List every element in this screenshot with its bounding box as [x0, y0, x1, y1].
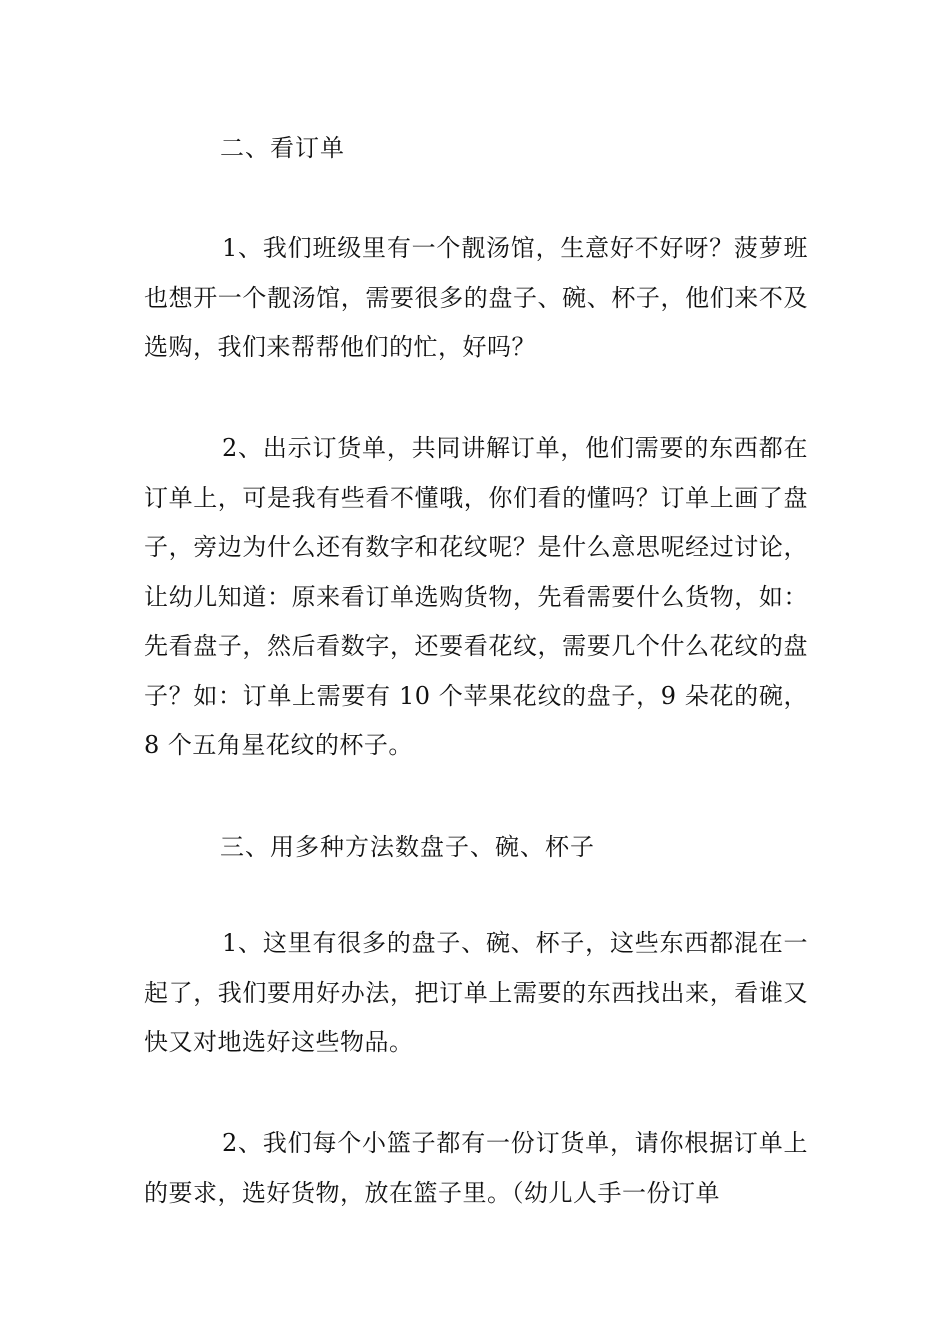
paragraph-soup-shop-intro: 1、我们班级里有一个靓汤馆，生意好不好呀？菠萝班也想开一个靓汤馆，需要很多的盘子、碗、杯子，他们来不及选购，我们来帮帮他们的忙，好吗？	[144, 234, 808, 361]
paragraph-basket-order: 2、我们每个小篮子都有一份订货单，请你根据订单上的要求，选好货物，放在篮子里。（幼儿人手一份订单	[144, 1129, 808, 1207]
paragraph-order-explanation: 2、出示订货单，共同讲解订单，他们需要的东西都在订单上，可是我有些看不懂哦，你们看的懂吗？订单上画了盘子，旁边为什么还有数字和花纹呢？是什么意思呢经过讨论，让幼儿知道：原来看订单选购货物，先看需要什么货物，如：先看盘子，然后看数字，还要看花纹，需要几个什么花纹的盘子？如：订单上需要有 10 个苹果花纹的盘子，9 朵花的碗，8 个五角星花纹的杯子。	[144, 434, 808, 759]
section-heading-counting-methods: 三、用多种方法数盘子、碗、杯子	[220, 833, 595, 861]
paragraph-mixed-items: 1、这里有很多的盘子、碗、杯子，这些东西都混在一起了，我们要用好办法，把订单上需要的东西找出来，看谁又快又对地选好这些物品。	[144, 929, 808, 1056]
section-heading-look-at-order: 二、看订单	[220, 134, 345, 162]
